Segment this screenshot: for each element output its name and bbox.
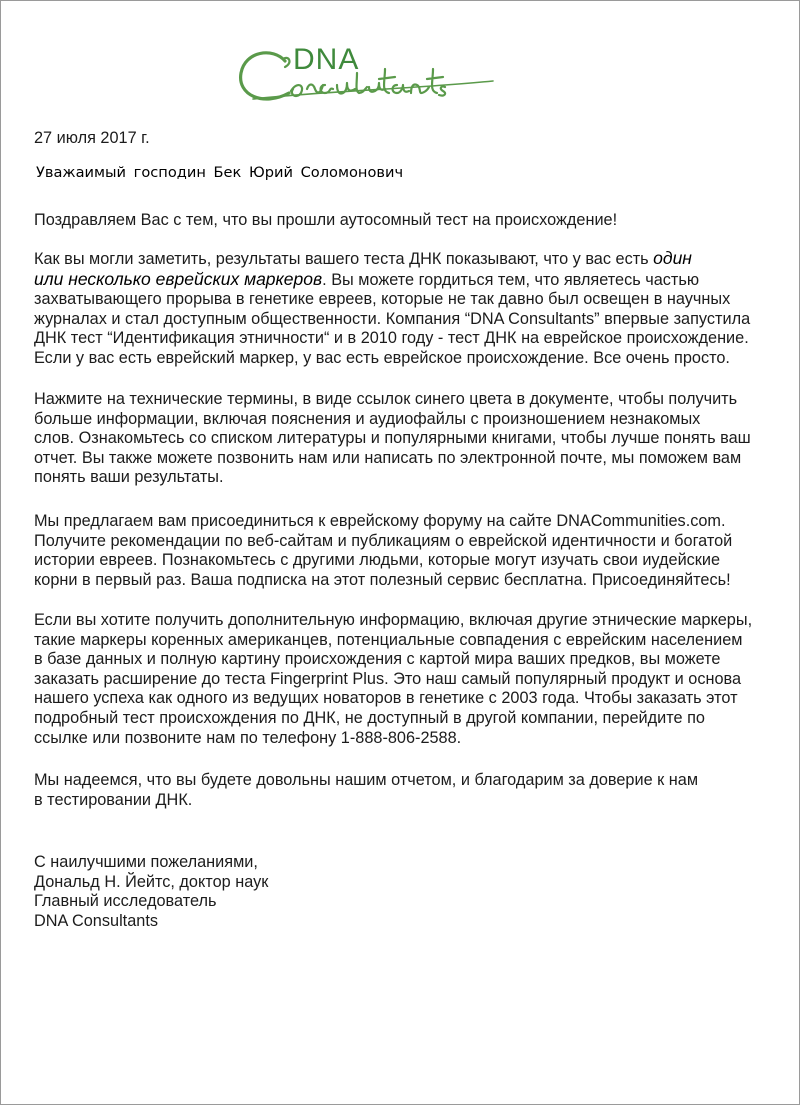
text-line: слов. Ознакомьтесь со списком литературы и популярными книгами, чтобы лучше понять ваш: [34, 429, 751, 448]
text-line: Если вы хотите получить дополнительную информацию, включая другие этнические маркеры,: [34, 611, 753, 629]
text-line: Если у вас есть еврейский маркер, у вас есть еврейское происхождение. Все очень просто.: [34, 348, 730, 367]
text-line: в базе данных и полную картину происхождения с картой мира ваших предков, вы можете: [34, 650, 721, 669]
text-line: Мы предлагаем вам присоединиться к еврейскому форуму на сайте DNACommunities.com.: [34, 512, 726, 530]
paragraph-forum: [34, 512, 779, 590]
signature-block: [34, 853, 779, 931]
logo-graphic: [233, 33, 513, 113]
text-line: заказать расширение до теста Fingerprint Plus. Это наш самый популярный продукт и основа: [34, 669, 742, 688]
text-line: Нажмите на технические термины, в виде ссылок синего цвета в документе, чтобы получить: [34, 390, 738, 408]
company-logo: [233, 33, 513, 113]
text-line: корни в первый раз. Ваша подписка на этот полезный сервис бесплатна. Присоединяйтесь!: [34, 570, 731, 589]
text-line: истории евреев. Познакомьтесь с другими людьми, которые могут изучать свои иудейские: [34, 551, 721, 570]
paragraph-congrats: [34, 211, 779, 231]
text-line: захватывающего прорыва в генетике евреев, которые не так давно был освещен в научных: [34, 290, 731, 309]
paragraph-results: [34, 249, 779, 369]
svg-text:DNA: DNA: [293, 43, 360, 76]
signer-title: Главный исследователь: [34, 892, 217, 911]
closing: С наилучшими пожеланиями,: [34, 853, 258, 871]
text-line: понять ваши результаты.: [34, 468, 224, 487]
text-segment: . Вы можете гордиться тем, что являетесь частью: [322, 270, 700, 289]
text-line: Мы надеемся, что вы будете довольны нашим отчетом, и благодарим за доверие к нам: [34, 771, 699, 789]
text-segment: Как вы могли заметить, результаты вашего теста ДНК показывают, что у вас есть: [34, 250, 654, 268]
letter-date: 27 июля 2017 г.: [34, 129, 150, 147]
text-line: в тестировании ДНК.: [34, 790, 193, 809]
signer-name: Дональд Н. Йейтс, доктор наук: [34, 872, 269, 891]
text-line: ДНК тест “Идентификация этничности“ и в 2010 году - тест ДНК на еврейское происхождение.: [34, 329, 749, 348]
text-line: Получите рекомендации по веб-сайтам и публикациям о еврейской идентичности и богатой: [34, 531, 733, 550]
greeting: Уважаимый господин Бек Юрий Соломонович: [36, 164, 404, 181]
text-line: журналах и стал доступным общественности. Компания “DNA Consultants” впервые запустила: [34, 309, 751, 328]
text-line: нашего успеха как одного из ведущих новаторов в генетике с 2003 года. Чтобы заказать этот: [34, 689, 738, 708]
text-line: подробный тест происхождения по ДНК, не доступный в другой компании, перейдите по: [34, 708, 705, 727]
paragraph-terms: [34, 390, 779, 488]
paragraph-upgrade: [34, 611, 779, 748]
emphasis-text: или несколько еврейских маркеров: [34, 268, 323, 289]
signer-company: DNA Consultants: [34, 911, 158, 930]
text-line: больше информации, включая пояснения и аудиофайлы с произношением незнакомых: [34, 409, 701, 428]
logo-text: [233, 33, 234, 34]
text-line: такие маркеры коренных американцев, потенциальные совпадения с еврейским населением: [34, 630, 743, 649]
text-line: отчет. Вы также можете позвонить нам или написать по электронной почте, мы поможем вам: [34, 448, 742, 467]
text-line: Поздравляем Вас с тем, что вы прошли аутосомный тест на происхождение!: [34, 211, 618, 229]
emphasis-text: один: [653, 248, 692, 268]
text-line: ссылке или позвоните нам по телефону 1-888-806-2588.: [34, 728, 462, 747]
paragraph-thanks: [34, 771, 779, 810]
text-line: [34, 249, 779, 270]
text-line: [34, 270, 779, 291]
